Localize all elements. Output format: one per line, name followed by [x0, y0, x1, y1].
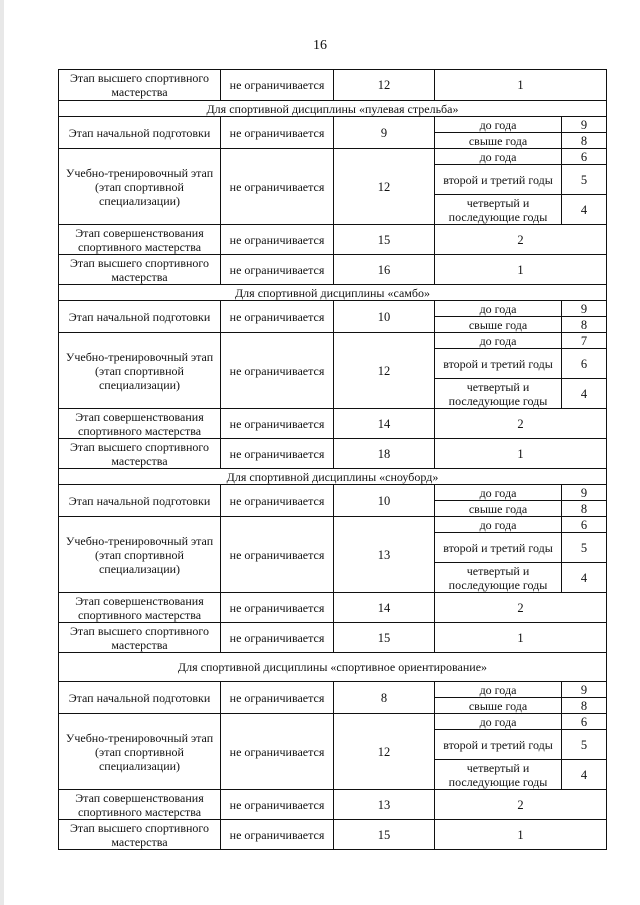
- age-cell: не ограничивается: [221, 517, 334, 593]
- table-row: [59, 225, 607, 255]
- count-cell: 1: [435, 255, 607, 285]
- min-age-cell: 10: [334, 301, 435, 333]
- age-cell: не ограничивается: [221, 593, 334, 623]
- table-row: [59, 117, 607, 133]
- year-label-cell: второй и третий годы: [435, 165, 562, 195]
- year-label-cell: второй и третий годы: [435, 730, 562, 760]
- min-age-cell: 15: [334, 225, 435, 255]
- age-cell: не ограничивается: [221, 333, 334, 409]
- year-count-cell: 4: [562, 379, 607, 409]
- table-row: [59, 333, 607, 349]
- table-row: [59, 409, 607, 439]
- table-row: [59, 682, 607, 698]
- stage-cell: Этап совершенствования спортивного мастерства: [59, 225, 221, 255]
- stage-cell: Этап начальной подготовки: [59, 485, 221, 517]
- min-age-cell: 12: [334, 149, 435, 225]
- scan-edge: [0, 0, 4, 905]
- count-cell: 2: [435, 225, 607, 255]
- section-title: Для спортивной дисциплины «пулевая стрельба»: [59, 101, 607, 117]
- year-count-cell: 8: [562, 133, 607, 149]
- year-label-cell: до года: [435, 682, 562, 698]
- stage-cell: Этап начальной подготовки: [59, 301, 221, 333]
- age-cell: не ограничивается: [221, 409, 334, 439]
- year-label-cell: до года: [435, 485, 562, 501]
- year-count-cell: 6: [562, 517, 607, 533]
- year-label-cell: до года: [435, 714, 562, 730]
- year-label-cell: свыше года: [435, 317, 562, 333]
- year-count-cell: 4: [562, 195, 607, 225]
- stage-cell: Учебно-тренировочный этап (этап спортивной специализации): [59, 333, 221, 409]
- min-age-cell: 10: [334, 485, 435, 517]
- table-row: [59, 714, 607, 730]
- count-cell: 1: [435, 439, 607, 469]
- table-row: [59, 623, 607, 653]
- year-count-cell: 6: [562, 149, 607, 165]
- year-label-cell: до года: [435, 301, 562, 317]
- sports-stages-table: [58, 69, 607, 850]
- stage-cell: Учебно-тренировочный этап (этап спортивной специализации): [59, 517, 221, 593]
- year-label-cell: четвертый и последующие годы: [435, 195, 562, 225]
- table-row: [59, 485, 607, 501]
- year-label-cell: четвертый и последующие годы: [435, 379, 562, 409]
- table-row: [59, 439, 607, 469]
- min-age-cell: 8: [334, 682, 435, 714]
- stage-cell: Этап высшего спортивного мастерства: [59, 820, 221, 850]
- year-count-cell: 7: [562, 333, 607, 349]
- min-age-cell: 16: [334, 255, 435, 285]
- min-age-cell: 12: [334, 70, 435, 101]
- age-cell: не ограничивается: [221, 225, 334, 255]
- table-row: [59, 301, 607, 317]
- table-row: [59, 149, 607, 165]
- year-count-cell: 9: [562, 117, 607, 133]
- stage-cell: Учебно-тренировочный этап (этап спортивной специализации): [59, 714, 221, 790]
- age-cell: не ограничивается: [221, 149, 334, 225]
- age-cell: не ограничивается: [221, 682, 334, 714]
- year-count-cell: 5: [562, 533, 607, 563]
- table-row: [59, 790, 607, 820]
- page-number: 16: [313, 38, 327, 53]
- stage-cell: Этап высшего спортивного мастерства: [59, 70, 221, 101]
- year-label-cell: до года: [435, 333, 562, 349]
- min-age-cell: 9: [334, 117, 435, 149]
- section-title-row: [59, 469, 607, 485]
- table-row: [59, 255, 607, 285]
- stage-cell: Этап начальной подготовки: [59, 117, 221, 149]
- year-count-cell: 4: [562, 563, 607, 593]
- section-title-row: [59, 285, 607, 301]
- table-row: [59, 820, 607, 850]
- age-cell: не ограничивается: [221, 790, 334, 820]
- count-cell: 1: [435, 623, 607, 653]
- stage-cell: Этап совершенствования спортивного мастерства: [59, 593, 221, 623]
- year-count-cell: 5: [562, 730, 607, 760]
- section-title: Для спортивной дисциплины «спортивное ориентирование»: [59, 653, 607, 682]
- table-row: [59, 70, 607, 101]
- section-title-row: [59, 101, 607, 117]
- section-title: Для спортивной дисциплины «самбо»: [59, 285, 607, 301]
- section-title-row: [59, 653, 607, 682]
- year-count-cell: 8: [562, 317, 607, 333]
- age-cell: не ограничивается: [221, 820, 334, 850]
- year-label-cell: четвертый и последующие годы: [435, 760, 562, 790]
- stage-cell: Учебно-тренировочный этап (этап спортивной специализации): [59, 149, 221, 225]
- min-age-cell: 15: [334, 623, 435, 653]
- stage-cell: Этап совершенствования спортивного мастерства: [59, 790, 221, 820]
- table-row: [59, 593, 607, 623]
- year-count-cell: 8: [562, 698, 607, 714]
- count-cell: 2: [435, 409, 607, 439]
- min-age-cell: 18: [334, 439, 435, 469]
- stage-cell: Этап высшего спортивного мастерства: [59, 623, 221, 653]
- year-count-cell: 6: [562, 714, 607, 730]
- stage-cell: Этап начальной подготовки: [59, 682, 221, 714]
- year-count-cell: 9: [562, 485, 607, 501]
- count-cell: 1: [435, 70, 607, 101]
- year-count-cell: 6: [562, 349, 607, 379]
- min-age-cell: 12: [334, 333, 435, 409]
- min-age-cell: 15: [334, 820, 435, 850]
- age-cell: не ограничивается: [221, 485, 334, 517]
- year-label-cell: второй и третий годы: [435, 349, 562, 379]
- count-cell: 2: [435, 790, 607, 820]
- year-label-cell: второй и третий годы: [435, 533, 562, 563]
- year-count-cell: 4: [562, 760, 607, 790]
- age-cell: не ограничивается: [221, 301, 334, 333]
- year-label-cell: свыше года: [435, 698, 562, 714]
- min-age-cell: 14: [334, 409, 435, 439]
- year-label-cell: четвертый и последующие годы: [435, 563, 562, 593]
- age-cell: не ограничивается: [221, 70, 334, 101]
- age-cell: не ограничивается: [221, 623, 334, 653]
- age-cell: не ограничивается: [221, 714, 334, 790]
- year-count-cell: 8: [562, 501, 607, 517]
- year-count-cell: 9: [562, 682, 607, 698]
- year-label-cell: до года: [435, 117, 562, 133]
- year-label-cell: до года: [435, 149, 562, 165]
- age-cell: не ограничивается: [221, 439, 334, 469]
- stage-cell: Этап высшего спортивного мастерства: [59, 439, 221, 469]
- section-title: Для спортивной дисциплины «сноуборд»: [59, 469, 607, 485]
- year-label-cell: свыше года: [435, 501, 562, 517]
- min-age-cell: 14: [334, 593, 435, 623]
- stage-cell: Этап высшего спортивного мастерства: [59, 255, 221, 285]
- min-age-cell: 12: [334, 714, 435, 790]
- count-cell: 2: [435, 593, 607, 623]
- min-age-cell: 13: [334, 517, 435, 593]
- stage-cell: Этап совершенствования спортивного мастерства: [59, 409, 221, 439]
- table-row: [59, 517, 607, 533]
- table-body: [59, 70, 607, 850]
- min-age-cell: 13: [334, 790, 435, 820]
- year-label-cell: свыше года: [435, 133, 562, 149]
- count-cell: 1: [435, 820, 607, 850]
- age-cell: не ограничивается: [221, 117, 334, 149]
- age-cell: не ограничивается: [221, 255, 334, 285]
- year-label-cell: до года: [435, 517, 562, 533]
- year-count-cell: 5: [562, 165, 607, 195]
- year-count-cell: 9: [562, 301, 607, 317]
